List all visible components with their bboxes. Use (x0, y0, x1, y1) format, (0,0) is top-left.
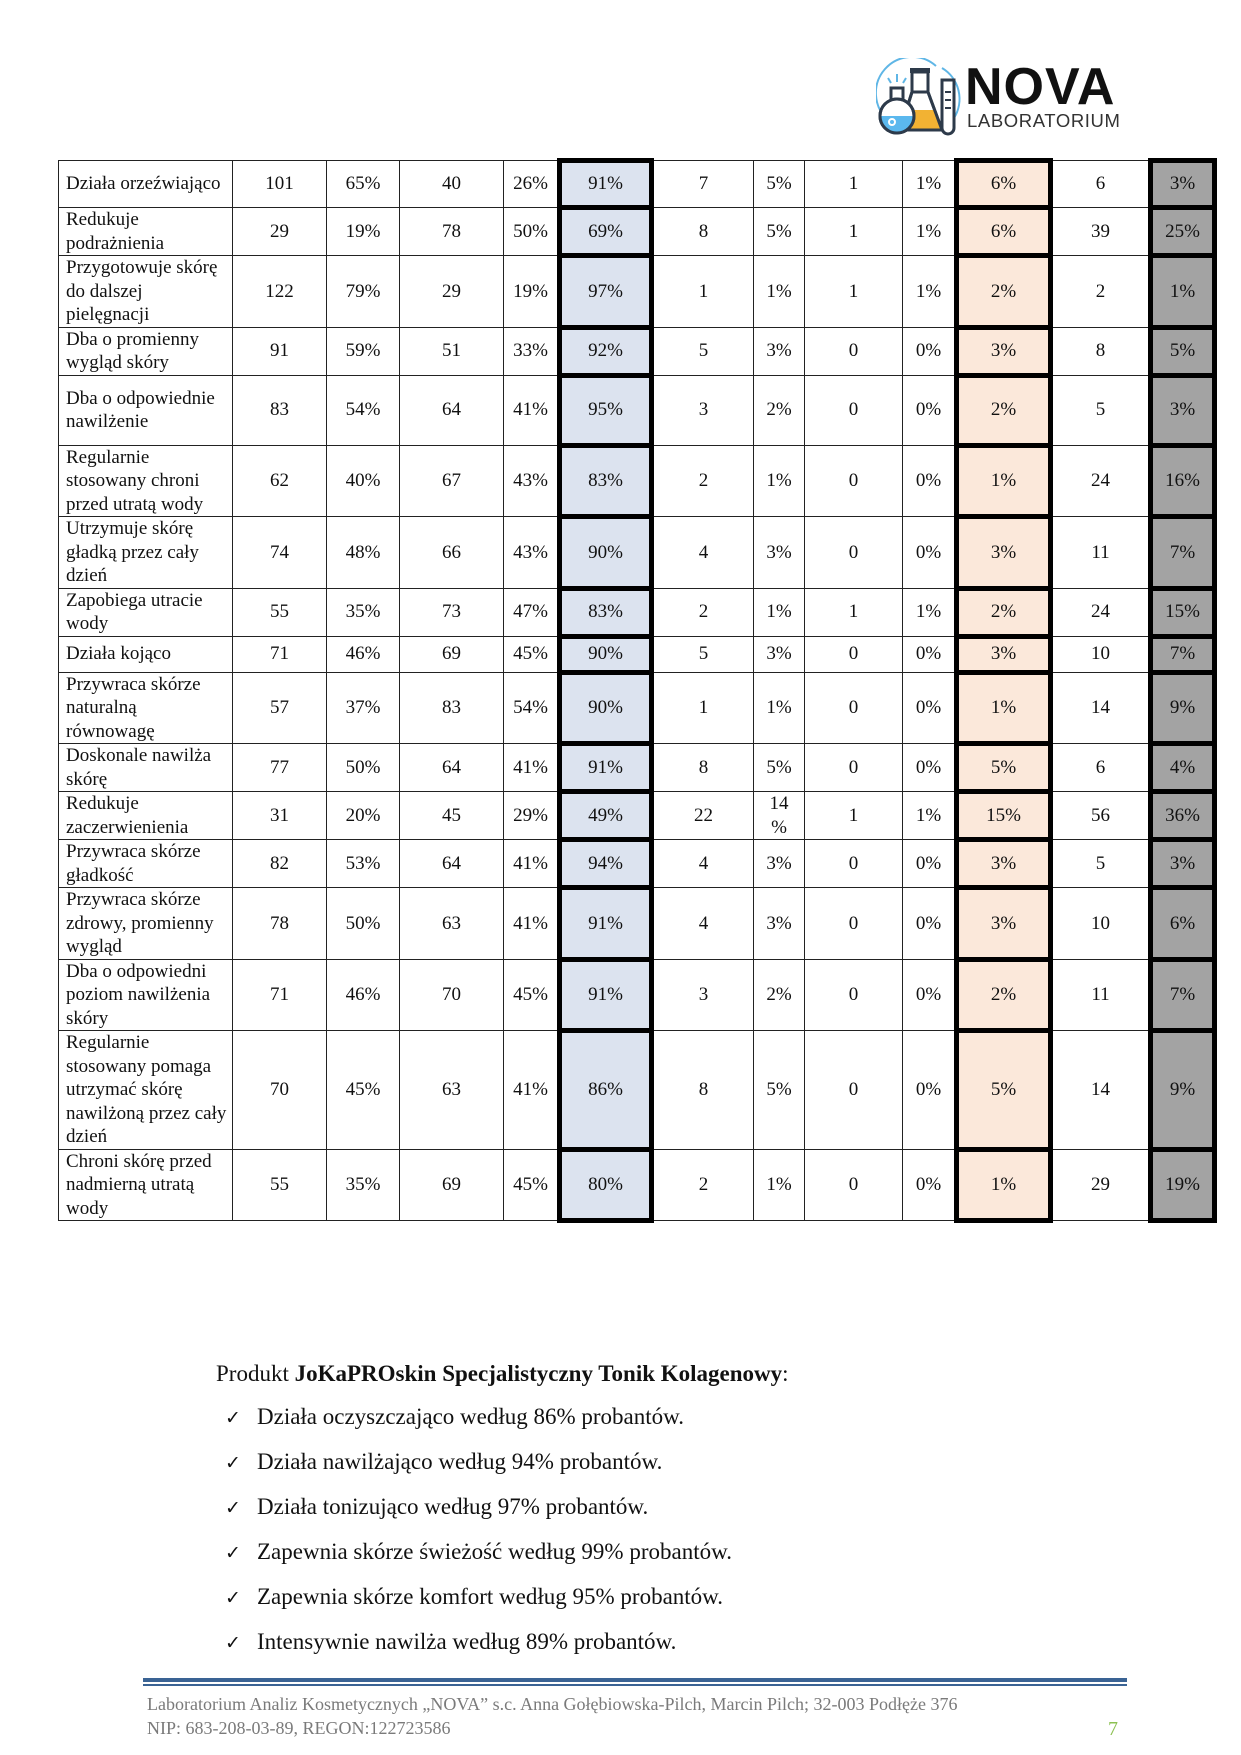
count-cell: 8 (652, 744, 754, 792)
percent-cell: 79% (327, 256, 400, 328)
percent-cell: 41% (504, 375, 560, 445)
count-cell: 57 (233, 672, 327, 744)
count-cell: 3 (652, 959, 754, 1031)
summary-item (225, 1575, 789, 1620)
positive-total-cell: 97% (560, 256, 652, 328)
count-cell: 29 (233, 208, 327, 256)
positive-total-cell: 83% (560, 588, 652, 636)
percent-cell: 45% (504, 1149, 560, 1221)
count-cell: 74 (233, 517, 327, 589)
percent-cell: 41% (504, 1031, 560, 1150)
count-cell: 1 (805, 792, 903, 840)
summary-item-text: Działa tonizująco według 97% probantów. (257, 1494, 649, 1519)
percent-cell: 1% (754, 256, 805, 328)
table-row (59, 517, 1215, 589)
count-cell: 64 (400, 744, 504, 792)
count-cell: 55 (233, 588, 327, 636)
count-cell: 62 (233, 445, 327, 517)
percent-cell: 3% (754, 636, 805, 672)
summary-item (225, 1395, 789, 1440)
percent-cell: 47% (504, 588, 560, 636)
count-cell: 78 (400, 208, 504, 256)
row-label: Dba o odpowiednie nawilżenie (59, 375, 233, 445)
logo-title: NOVA (965, 58, 1116, 116)
count-cell: 10 (1051, 888, 1151, 960)
table-row (59, 1149, 1215, 1221)
results-table-body (59, 161, 1215, 1221)
percent-cell: 5% (754, 161, 805, 208)
positive-total-cell: 80% (560, 1149, 652, 1221)
count-cell: 10 (1051, 636, 1151, 672)
row-label: Utrzymuje skórę gładką przez cały dzień (59, 517, 233, 589)
count-cell: 8 (652, 208, 754, 256)
percent-cell: 43% (504, 517, 560, 589)
percent-cell: 2% (754, 375, 805, 445)
percent-cell: 41% (504, 840, 560, 888)
neutral-percent-cell: 4% (1151, 744, 1215, 792)
count-cell: 0 (805, 517, 903, 589)
count-cell: 67 (400, 445, 504, 517)
summary-item-text: Intensywnie nawilża według 89% probantów. (257, 1629, 677, 1654)
count-cell: 29 (400, 256, 504, 328)
count-cell: 1 (652, 672, 754, 744)
count-cell: 0 (805, 744, 903, 792)
positive-total-cell: 49% (560, 792, 652, 840)
count-cell: 0 (805, 1031, 903, 1150)
checkmark-icon: ✓ (225, 1407, 241, 1429)
count-cell: 56 (1051, 792, 1151, 840)
negative-total-cell: 15% (957, 792, 1051, 840)
summary-title (216, 1352, 789, 1395)
percent-cell: 0% (903, 375, 957, 445)
percent-cell: 29% (504, 792, 560, 840)
count-cell: 1 (805, 208, 903, 256)
count-cell: 82 (233, 840, 327, 888)
negative-total-cell: 2% (957, 256, 1051, 328)
count-cell: 5 (1051, 375, 1151, 445)
percent-cell: 50% (504, 208, 560, 256)
count-cell: 31 (233, 792, 327, 840)
table-row (59, 959, 1215, 1031)
count-cell: 70 (233, 1031, 327, 1150)
count-cell: 5 (652, 327, 754, 375)
count-cell: 77 (233, 744, 327, 792)
row-label: Chroni skórę przed nadmierną utratą wody (59, 1149, 233, 1221)
percent-cell: 54% (327, 375, 400, 445)
percent-cell: 40% (327, 445, 400, 517)
positive-total-cell: 90% (560, 672, 652, 744)
count-cell: 71 (233, 636, 327, 672)
percent-cell: 5% (754, 208, 805, 256)
count-cell: 3 (652, 375, 754, 445)
count-cell: 1 (805, 588, 903, 636)
checkmark-icon: ✓ (225, 1452, 241, 1474)
count-cell: 63 (400, 1031, 504, 1150)
count-cell: 0 (805, 672, 903, 744)
negative-total-cell: 5% (957, 744, 1051, 792)
table-row (59, 445, 1215, 517)
positive-total-cell: 91% (560, 888, 652, 960)
row-label: Przywraca skórze zdrowy, promienny wygląd (59, 888, 233, 960)
positive-total-cell: 94% (560, 840, 652, 888)
table-row (59, 888, 1215, 960)
neutral-percent-cell: 9% (1151, 1031, 1215, 1150)
count-cell: 11 (1051, 517, 1151, 589)
positive-total-cell: 91% (560, 744, 652, 792)
summary-item-text: Działa oczyszczająco według 86% probantów. (257, 1404, 685, 1429)
negative-total-cell: 3% (957, 327, 1051, 375)
count-cell: 83 (400, 672, 504, 744)
positive-total-cell: 69% (560, 208, 652, 256)
count-cell: 40 (400, 161, 504, 208)
results-table (58, 158, 1217, 1223)
row-label: Dba o promienny wygląd skóry (59, 327, 233, 375)
count-cell: 29 (1051, 1149, 1151, 1221)
table-row (59, 840, 1215, 888)
count-cell: 69 (400, 1149, 504, 1221)
percent-cell: 5% (754, 1031, 805, 1150)
percent-cell: 45% (504, 636, 560, 672)
summary-item (225, 1530, 789, 1575)
table-row (59, 161, 1215, 208)
percent-cell: 41% (504, 744, 560, 792)
count-cell: 2 (652, 588, 754, 636)
neutral-percent-cell: 7% (1151, 517, 1215, 589)
table-row (59, 208, 1215, 256)
count-cell: 6 (1051, 161, 1151, 208)
count-cell: 22 (652, 792, 754, 840)
page-number: 7 (1108, 1718, 1118, 1740)
percent-cell: 0% (903, 672, 957, 744)
positive-total-cell: 91% (560, 959, 652, 1031)
count-cell: 14 (1051, 672, 1151, 744)
count-cell: 4 (652, 840, 754, 888)
percent-cell: 65% (327, 161, 400, 208)
negative-total-cell: 2% (957, 588, 1051, 636)
count-cell: 4 (652, 888, 754, 960)
table-row (59, 588, 1215, 636)
table-row (59, 327, 1215, 375)
summary-item (225, 1620, 789, 1665)
percent-cell: 46% (327, 636, 400, 672)
percent-cell: 35% (327, 588, 400, 636)
logo-subtitle: LABORATORIUM (967, 110, 1121, 131)
percent-cell: 53% (327, 840, 400, 888)
percent-cell: 50% (327, 744, 400, 792)
row-label: Przywraca skórze naturalną równowagę (59, 672, 233, 744)
summary-item-text: Działa nawilżająco według 94% probantów. (257, 1449, 663, 1474)
count-cell: 0 (805, 840, 903, 888)
percent-cell: 1% (903, 161, 957, 208)
table-row (59, 1031, 1215, 1150)
checkmark-icon: ✓ (225, 1632, 241, 1654)
neutral-percent-cell: 7% (1151, 959, 1215, 1031)
count-cell: 14 (1051, 1031, 1151, 1150)
summary-suffix: : (782, 1361, 789, 1386)
count-cell: 2 (1051, 256, 1151, 328)
percent-cell: 46% (327, 959, 400, 1031)
count-cell: 0 (805, 445, 903, 517)
positive-total-cell: 90% (560, 636, 652, 672)
checkmark-icon: ✓ (225, 1497, 241, 1519)
count-cell: 5 (652, 636, 754, 672)
count-cell: 66 (400, 517, 504, 589)
neutral-percent-cell: 1% (1151, 256, 1215, 328)
count-cell: 24 (1051, 445, 1151, 517)
table-row (59, 256, 1215, 328)
row-label: Regularnie stosowany chroni przed utratą wody (59, 445, 233, 517)
summary-section (216, 1352, 789, 1665)
negative-total-cell: 1% (957, 672, 1051, 744)
percent-cell: 3% (754, 327, 805, 375)
count-cell: 1 (805, 161, 903, 208)
negative-total-cell: 1% (957, 1149, 1051, 1221)
negative-total-cell: 2% (957, 375, 1051, 445)
percent-cell: 0% (903, 1149, 957, 1221)
footer (147, 1692, 958, 1740)
percent-cell: 3% (754, 840, 805, 888)
count-cell: 0 (805, 1149, 903, 1221)
table-row (59, 375, 1215, 445)
percent-cell: 19% (327, 208, 400, 256)
count-cell: 11 (1051, 959, 1151, 1031)
count-cell: 45 (400, 792, 504, 840)
percent-cell: 35% (327, 1149, 400, 1221)
count-cell: 4 (652, 517, 754, 589)
percent-cell: 59% (327, 327, 400, 375)
percent-cell: 1% (754, 445, 805, 517)
row-label: Regularnie stosowany pomaga utrzymać skórę nawilżoną przez cały dzień (59, 1031, 233, 1150)
percent-cell: 0% (903, 1031, 957, 1150)
percent-cell: 0% (903, 888, 957, 960)
neutral-percent-cell: 7% (1151, 636, 1215, 672)
row-label: Redukuje podrażnienia (59, 208, 233, 256)
positive-total-cell: 83% (560, 445, 652, 517)
neutral-percent-cell: 19% (1151, 1149, 1215, 1221)
count-cell: 1 (805, 256, 903, 328)
percent-cell: 5% (754, 744, 805, 792)
negative-total-cell: 3% (957, 517, 1051, 589)
footer-registration: NIP: 683-208-03-89, REGON:122723586 (147, 1718, 451, 1738)
percent-cell: 1% (903, 208, 957, 256)
count-cell: 0 (805, 959, 903, 1031)
percent-cell: 41% (504, 888, 560, 960)
lab-flasks-icon (876, 58, 966, 138)
summary-list (216, 1395, 789, 1665)
percent-cell: 43% (504, 445, 560, 517)
count-cell: 2 (652, 1149, 754, 1221)
count-cell: 73 (400, 588, 504, 636)
table-row (59, 792, 1215, 840)
count-cell: 63 (400, 888, 504, 960)
row-label: Doskonale nawilża skórę (59, 744, 233, 792)
percent-cell: 1% (754, 588, 805, 636)
count-cell: 70 (400, 959, 504, 1031)
row-label: Przywraca skórze gładkość (59, 840, 233, 888)
count-cell: 0 (805, 375, 903, 445)
percent-cell: 14 % (754, 792, 805, 840)
row-label: Przygotowuje skórę do dalszej pielęgnacji (59, 256, 233, 328)
row-label: Dba o odpowiedni poziom nawilżenia skóry (59, 959, 233, 1031)
neutral-percent-cell: 3% (1151, 375, 1215, 445)
table-row (59, 672, 1215, 744)
neutral-percent-cell: 3% (1151, 840, 1215, 888)
percent-cell: 37% (327, 672, 400, 744)
checkmark-icon: ✓ (225, 1587, 241, 1609)
table-row (59, 636, 1215, 672)
summary-item-text: Zapewnia skórze świeżość według 99% probantów. (257, 1539, 732, 1564)
percent-cell: 1% (754, 672, 805, 744)
count-cell: 2 (652, 445, 754, 517)
table-row (59, 744, 1215, 792)
percent-cell: 26% (504, 161, 560, 208)
percent-cell: 0% (903, 636, 957, 672)
negative-total-cell: 5% (957, 1031, 1051, 1150)
count-cell: 1 (652, 256, 754, 328)
footer-address: Laboratorium Analiz Kosmetycznych „NOVA” s.c. Anna Gołębiowska-Pilch, Marcin Pilch; 32-003 Podłęże 376 (147, 1694, 958, 1714)
count-cell: 6 (1051, 744, 1151, 792)
percent-cell: 48% (327, 517, 400, 589)
negative-total-cell: 3% (957, 888, 1051, 960)
product-name: JoKaPROskin Specjalistyczny Tonik Kolagenowy (294, 1361, 783, 1386)
percent-cell: 3% (754, 888, 805, 960)
neutral-percent-cell: 25% (1151, 208, 1215, 256)
count-cell: 122 (233, 256, 327, 328)
count-cell: 39 (1051, 208, 1151, 256)
count-cell: 8 (652, 1031, 754, 1150)
positive-total-cell: 90% (560, 517, 652, 589)
percent-cell: 0% (903, 327, 957, 375)
positive-total-cell: 86% (560, 1031, 652, 1150)
percent-cell: 0% (903, 744, 957, 792)
negative-total-cell: 2% (957, 959, 1051, 1031)
count-cell: 55 (233, 1149, 327, 1221)
neutral-percent-cell: 9% (1151, 672, 1215, 744)
count-cell: 64 (400, 375, 504, 445)
neutral-percent-cell: 36% (1151, 792, 1215, 840)
summary-item (225, 1485, 789, 1530)
neutral-percent-cell: 6% (1151, 888, 1215, 960)
neutral-percent-cell: 15% (1151, 588, 1215, 636)
count-cell: 5 (1051, 840, 1151, 888)
percent-cell: 0% (903, 840, 957, 888)
positive-total-cell: 91% (560, 161, 652, 208)
negative-total-cell: 3% (957, 636, 1051, 672)
positive-total-cell: 92% (560, 327, 652, 375)
neutral-percent-cell: 5% (1151, 327, 1215, 375)
footer-divider (143, 1678, 1127, 1686)
count-cell: 101 (233, 161, 327, 208)
row-label: Zapobiega utracie wody (59, 588, 233, 636)
percent-cell: 45% (327, 1031, 400, 1150)
percent-cell: 50% (327, 888, 400, 960)
percent-cell: 19% (504, 256, 560, 328)
percent-cell: 1% (903, 792, 957, 840)
count-cell: 7 (652, 161, 754, 208)
percent-cell: 20% (327, 792, 400, 840)
count-cell: 83 (233, 375, 327, 445)
percent-cell: 2% (754, 959, 805, 1031)
count-cell: 8 (1051, 327, 1151, 375)
count-cell: 78 (233, 888, 327, 960)
negative-total-cell: 6% (957, 208, 1051, 256)
count-cell: 0 (805, 888, 903, 960)
count-cell: 64 (400, 840, 504, 888)
negative-total-cell: 6% (957, 161, 1051, 208)
row-label: Działa orzeźwiająco (59, 161, 233, 208)
count-cell: 24 (1051, 588, 1151, 636)
percent-cell: 1% (903, 588, 957, 636)
neutral-percent-cell: 3% (1151, 161, 1215, 208)
percent-cell: 0% (903, 959, 957, 1031)
summary-item-text: Zapewnia skórze komfort według 95% probantów. (257, 1584, 724, 1609)
count-cell: 91 (233, 327, 327, 375)
percent-cell: 45% (504, 959, 560, 1031)
percent-cell: 3% (754, 517, 805, 589)
count-cell: 0 (805, 327, 903, 375)
percent-cell: 33% (504, 327, 560, 375)
checkmark-icon: ✓ (225, 1542, 241, 1564)
percent-cell: 1% (754, 1149, 805, 1221)
count-cell: 69 (400, 636, 504, 672)
positive-total-cell: 95% (560, 375, 652, 445)
percent-cell: 54% (504, 672, 560, 744)
summary-item (225, 1440, 789, 1485)
nova-laboratorium-logo (876, 58, 1121, 138)
row-label: Działa kojąco (59, 636, 233, 672)
percent-cell: 1% (903, 256, 957, 328)
negative-total-cell: 3% (957, 840, 1051, 888)
count-cell: 71 (233, 959, 327, 1031)
count-cell: 51 (400, 327, 504, 375)
summary-prefix: Produkt (216, 1361, 295, 1386)
percent-cell: 0% (903, 445, 957, 517)
count-cell: 0 (805, 636, 903, 672)
row-label: Redukuje zaczerwienienia (59, 792, 233, 840)
negative-total-cell: 1% (957, 445, 1051, 517)
percent-cell: 0% (903, 517, 957, 589)
neutral-percent-cell: 16% (1151, 445, 1215, 517)
